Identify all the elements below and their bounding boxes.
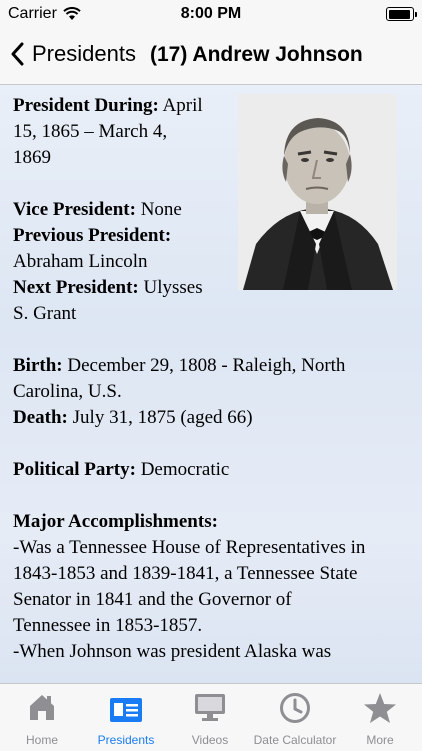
birth-label: Birth: (13, 355, 63, 376)
navigation-bar (0, 30, 422, 85)
status-bar (0, 0, 422, 30)
back-button[interactable] (10, 41, 136, 67)
previous-president-label: Previous President: (13, 225, 172, 246)
birth-line (13, 353, 409, 379)
president-during-label: President During: (13, 95, 159, 116)
tab-presidents-label: Presidents (97, 733, 155, 747)
president-during-line-2: 15, 1865 – March 4, (13, 121, 168, 142)
battery-icon (386, 7, 414, 21)
tab-home-label: Home (25, 733, 58, 747)
next-president-value: Ulysses (143, 277, 203, 298)
back-label: Presidents (32, 41, 136, 66)
death-label: Death: (13, 407, 68, 428)
previous-president-value: Abraham Lincoln (13, 251, 148, 272)
next-president-line-2: S. Grant (13, 303, 77, 324)
tab-videos[interactable] (168, 684, 252, 751)
chevron-left-icon (10, 42, 24, 66)
birth-line-2: Carolina, U.S. (13, 381, 122, 402)
star-icon (363, 692, 397, 724)
next-president-line (13, 275, 228, 301)
president-during-value: April (162, 95, 203, 116)
party-line (13, 457, 409, 483)
home-icon (27, 692, 57, 722)
portrait-image (238, 94, 397, 290)
tab-home[interactable] (0, 684, 84, 751)
vice-president-value: None (140, 199, 182, 220)
president-during-line (13, 93, 228, 119)
death-line (13, 405, 409, 431)
term-info (13, 93, 228, 327)
tab-date-calculator-label: Date Calculator (253, 733, 337, 747)
list-card-icon (109, 697, 143, 723)
party-label: Political Party: (13, 459, 136, 480)
accomplishment-line: 1843-1853 and 1839-1841, a Tennessee State (13, 563, 358, 584)
next-president-label: Next President: (13, 277, 139, 298)
accomplishment-line: Tennessee in 1853-1857. (13, 615, 203, 636)
tab-more-label: More (366, 733, 394, 747)
president-detail[interactable] (0, 85, 422, 683)
birth-value: December 29, 1808 - Raleigh, North (67, 355, 346, 376)
death-value: July 31, 1875 (aged 66) (72, 407, 253, 428)
president-during-line-3: 1869 (13, 147, 51, 168)
tab-more[interactable] (338, 684, 422, 751)
tab-presidents[interactable] (84, 684, 168, 751)
tab-bar (0, 683, 422, 751)
tab-videos-label: Videos (191, 733, 229, 747)
party-value: Democratic (140, 459, 230, 480)
tab-date-calculator[interactable] (252, 684, 338, 751)
vice-president-label: Vice President: (13, 199, 136, 220)
clock-icon (279, 692, 311, 724)
vice-president-line (13, 197, 228, 223)
president-portrait (238, 94, 397, 290)
accomplishment-line: -Was a Tennessee House of Representatives in (13, 537, 366, 558)
accomplishment-line: Senator in 1841 and the Governor of (13, 589, 292, 610)
status-time: 8:00 PM (180, 5, 242, 22)
page-title: (17) Andrew Johnson (150, 43, 363, 66)
monitor-icon (194, 692, 226, 722)
accomplishment-line: -When Johnson was president Alaska was (13, 641, 332, 662)
birth-death-info (13, 353, 409, 665)
status-right (386, 7, 414, 21)
carrier-label: Carrier (8, 5, 57, 22)
accomplishments-heading: Major Accomplishments: (13, 511, 218, 532)
